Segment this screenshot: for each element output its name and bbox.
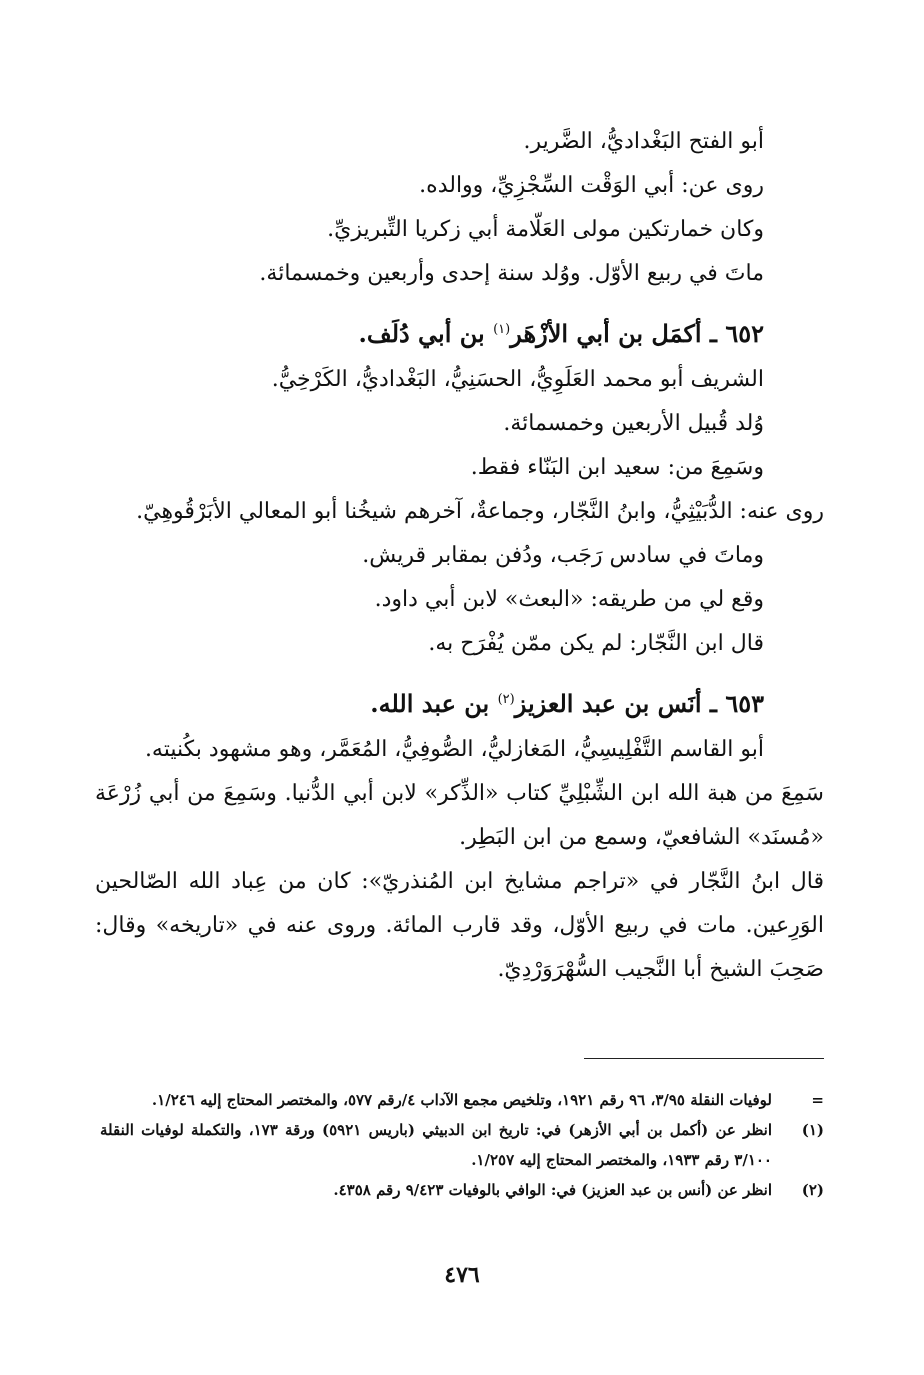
footnote-text: انظر عن (أكمل بن أبي الأزهر) في: تاريخ ابن الدبيثي (باريس ٥٩٢١) ورقة ١٧٣، والتكملة لوفيات النقلة ٣/١٠٠ رقم ١٩٣٣، والمختصر المحتاج إليه ١/٢٥٧. <box>100 1121 772 1169</box>
entry-heading-text: ٦٥٢ ـ أكمَل بن أبي الأزْهَر <box>510 319 764 348</box>
footnote-marker: (١) <box>801 1121 824 1139</box>
page-number: ٤٧٦ <box>444 1262 480 1288</box>
entry-heading-652 <box>95 306 824 358</box>
footnote <box>100 1115 824 1175</box>
text-line: وكان خمارتكين مولى العَلّامة أبي زكريا التِّبريزيِّ. <box>327 217 764 242</box>
footnote-divider <box>584 1058 824 1059</box>
text-line: وسَمِعَ من: سعيد ابن البَنّاء فقط. <box>470 455 764 480</box>
footnote-reference: (٢) <box>497 692 515 707</box>
text-line: وماتَ في سادس رَجَب، ودُفن بمقابر قريش. <box>362 543 764 568</box>
entry-heading-text: بن عبد الله. <box>370 689 498 718</box>
text-paragraph: روى عنه: الدُّبَيْثِيُّ، وابنُ النَّجّار، وجماعةٌ، آخرهم شيخُنا أبو المعالي الأبَرْقُوهِيّ. <box>136 499 824 524</box>
entry-heading-653 <box>95 676 824 728</box>
text-line: أبو القاسم التَّفْلِيسِيُّ، المَغازليُّ، الصُّوفِيُّ، المُعَمَّر، وهو مشهود بكُنيته. <box>144 737 764 762</box>
footnote-marker: (٢) <box>801 1181 824 1199</box>
footnotes <box>100 1085 824 1205</box>
footnote <box>100 1175 824 1205</box>
text-line: وقع لي من طريقه: «البعث» لابن أبي داود. <box>374 587 764 612</box>
text-line: ماتَ في ربيع الأوّل. ووُلد سنة إحدى وأربعين وخمسمائة. <box>259 261 764 286</box>
footnote-text: لوفيات النقلة ٣/٩٥، ٩٦ رقم ١٩٢١، وتلخيص مجمع الآداب ٤/رقم ٥٧٧، والمختصر المحتاج إليه ١/٢٤٦. <box>151 1091 772 1109</box>
footnote-text: انظر عن (أنس بن عبد العزيز) في: الوافي بالوفيات ٩/٤٢٣ رقم ٤٣٥٨. <box>333 1181 772 1199</box>
main-text <box>95 120 824 992</box>
footnote-marker: = <box>811 1091 824 1109</box>
text-line: الشريف أبو محمد العَلَوِيُّ، الحسَنِيُّ، البَغْداديُّ، الكَرْخِيُّ. <box>271 367 764 392</box>
text-line: أبو الفتح البَغْداديُّ، الضَّرير. <box>523 129 764 154</box>
text-paragraph: قال ابنُ النَّجّار في «تراجم مشايخ ابن المُنذريّ»: كان من عِباد الله الصّالحين الوَرِعين. مات في ربيع الأوّل، وقد قارب المائة. وروى عنه في «تاريخه» وقال: صَحِبَ الشيخ أبا النَّجيب السُّهْرَوَرْدِيّ. <box>95 869 824 982</box>
text-paragraph: سَمِعَ من هبة الله ابن الشِّبْلِيِّ كتاب «الذِّكر» لابن أبي الدُّنيا. وسَمِعَ من أبي زُرْعَة «مُسنَد» الشافعيّ، وسمع من ابن البَطِر. <box>95 781 824 850</box>
text-line: وُلد قُبيل الأربعين وخمسمائة. <box>503 411 764 436</box>
text-line: روى عن: أبي الوَقْت السِّجْزِيِّ، ووالده. <box>419 173 764 198</box>
entry-heading-text: ٦٥٣ ـ أنَس بن عبد العزيز <box>514 689 764 718</box>
footnote-reference: (١) <box>493 322 511 337</box>
text-line: قال ابن النَّجّار: لم يكن ممّن يُفْرَح به. <box>428 631 764 656</box>
footnote <box>100 1085 824 1115</box>
entry-heading-text: بن أبي دُلَف. <box>358 319 494 348</box>
